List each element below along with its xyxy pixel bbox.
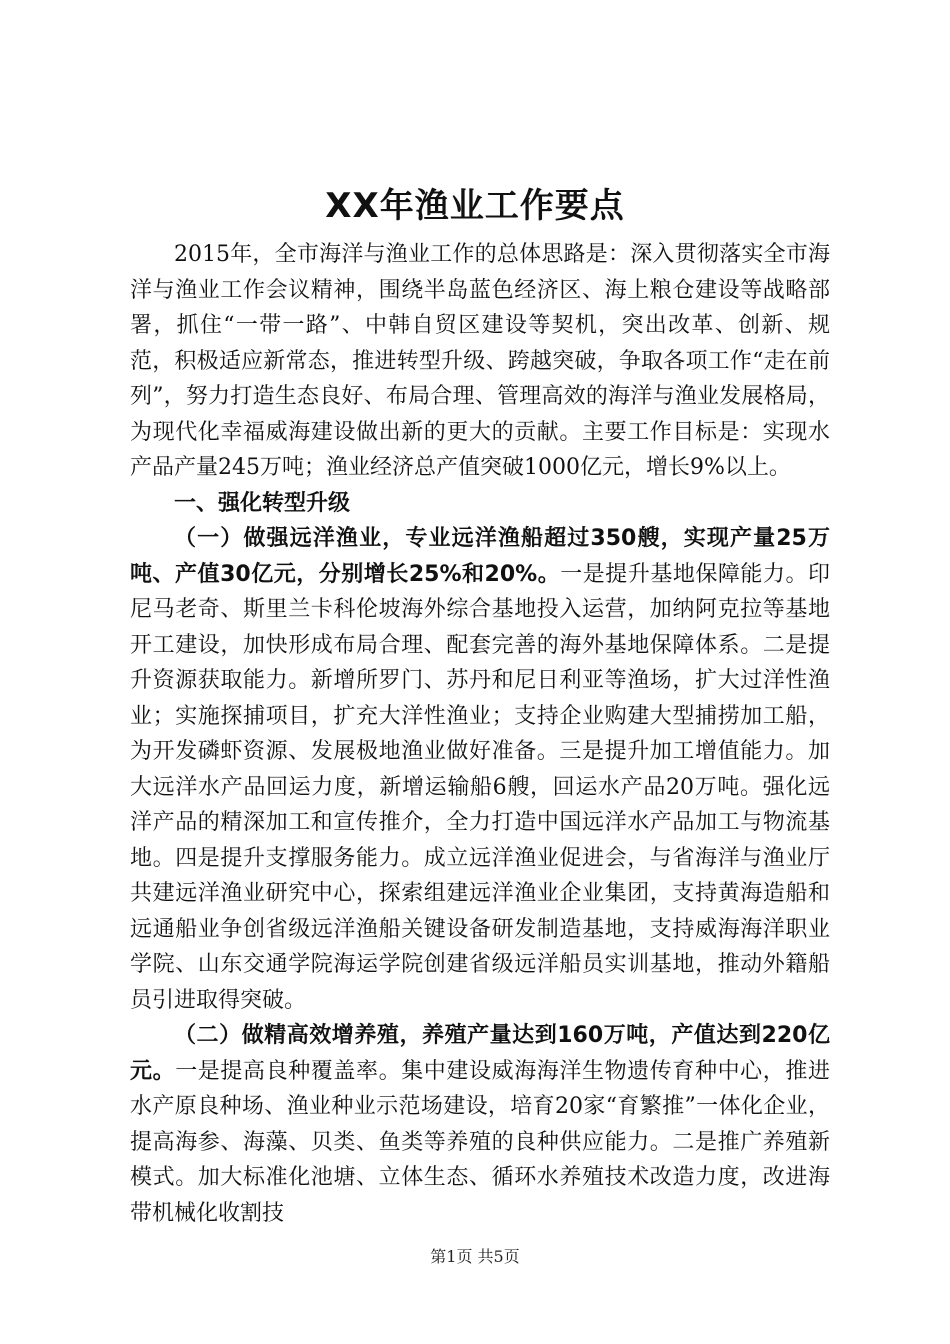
document-body: [130, 237, 830, 1231]
page-footer: 第1页 共5页: [430, 1247, 520, 1266]
item-lead-1: （一）做强远洋渔业，专业远洋渔船超过350艘，实现产量25万吨、产值30亿元，分别增长25%和20%。: [130, 526, 830, 587]
item-body-2: 一是提高良种覆盖率。集中建设威海海洋生物遗传育种中心，推进水产原良种场、渔业种业示范场建设，培育20家“育繁推”一体化企业，提高海参、海藻、贝类、鱼类等养殖的良种供应能力。二是推广养殖新模式。加大标准化池塘、立体生态、循环水养殖技术改造力度，改进海带机械化收割技: [130, 1058, 830, 1226]
document-title: XX年渔业工作要点: [325, 186, 625, 226]
item-lead-2: （二）做精高效增养殖，养殖产量达到160万吨，产值达到220亿元。: [130, 1023, 830, 1084]
intro-paragraph: 2015年，全市海洋与渔业工作的总体思路是：深入贯彻落实全市海洋与渔业工作会议精神，围绕半岛蓝色经济区、海上粮仓建设等战略部署，抓住“一带一路”、中韩自贸区建设等契机，突出改革、创新、规范，积极适应新常态，推进转型升级、跨越突破，争取各项工作“走在前列”，努力打造生态良好、布局合理、管理高效的海洋与渔业发展格局，为现代化幸福威海建设做出新的更大的贡献。主要工作目标是：实现水产品产量245万吨；渔业经济总产值突破1000亿元，增长9%以上。: [130, 242, 830, 480]
item-paragraph-2: [130, 1018, 830, 1231]
item-paragraph-1: [130, 521, 830, 1018]
section-heading: 一、强化转型升级: [174, 490, 351, 516]
item-body-1: 一是提升基地保障能力。印尼马老奇、斯里兰卡科伦坡海外综合基地投入运营，加纳阿克拉等基地开工建设，加快形成布局合理、配套完善的海外基地保障体系。二是提升资源获取能力。新增所罗门、苏丹和尼日利亚等渔场，扩大过洋性渔业；实施探捕项目，扩充大洋性渔业；支持企业购建大型捕捞加工船，为开发磷虾资源、发展极地渔业做好准备。三是提升加工增值能力。加大远洋水产品回运力度，新增运输船6艘，回运水产品20万吨。强化远洋产品的精深加工和宣传推介，全力打造中国远洋水产品加工与物流基地。四是提升支撑服务能力。成立远洋渔业促进会，与省海洋与渔业厅共建远洋渔业研究中心，探索组建远洋渔业企业集团，支持黄海造船和远通船业争创省级远洋渔船关键设备研发制造基地，支持威海海洋职业学院、山东交通学院海运学院创建省级远洋船员实训基地，推动外籍船员引进取得突破。: [130, 561, 830, 1013]
